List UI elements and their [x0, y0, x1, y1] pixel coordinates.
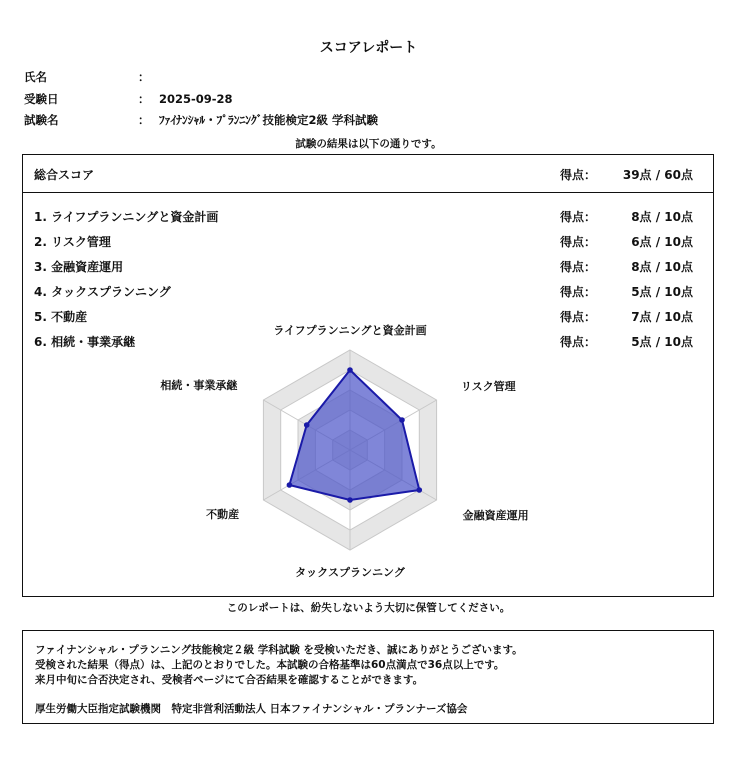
- info-value: 2025-09-28: [159, 92, 233, 106]
- page-title: スコアレポート: [319, 40, 418, 56]
- message-line: 来月中旬に合否決定され、受検者ページにて合否結果を確認することができます。: [35, 674, 424, 686]
- radar-chart: [23, 155, 713, 596]
- radar-axis-label: 相続・事業承継: [160, 379, 238, 392]
- radar-axis-label: リスク管理: [460, 380, 516, 393]
- radar-data-point: [417, 487, 423, 493]
- intro-text: 試験の結果は以下の通りです。: [295, 138, 442, 150]
- radar-data-point: [347, 367, 353, 373]
- category-name: 1. ライフプランニングと資金計画: [34, 210, 219, 224]
- radar-data-point: [347, 497, 353, 503]
- points-label: 得点：: [560, 168, 597, 182]
- total-score-value: 39点 / 60点: [622, 168, 693, 182]
- category-score: 8点 / 10点: [631, 260, 693, 274]
- category-name: 4. タックスプランニング: [34, 285, 171, 299]
- points-label: 得点：: [560, 210, 597, 224]
- message-line: ファイナンシャル・プランニング技能検定２級 学科試験 を受検いただき、誠にありがとうございます。: [35, 644, 523, 656]
- total-score-label: 総合スコア: [34, 168, 95, 182]
- info-label: 試験名: [24, 113, 59, 127]
- radar-data-point: [304, 422, 310, 428]
- points-label: 得点：: [560, 310, 597, 324]
- radar-axis-label: ライフプランニングと資金計画: [273, 324, 427, 337]
- info-label: 氏名: [24, 70, 47, 84]
- category-score: 5点 / 10点: [631, 335, 693, 349]
- radar-axis-label: 不動産: [206, 508, 240, 521]
- points-label: 得点：: [560, 235, 597, 249]
- radar-data-point: [399, 417, 405, 423]
- radar-axis-label: 金融資産運用: [462, 509, 529, 522]
- message-line: 厚生労働大臣指定試験機関 特定非営利活動法人 日本ファイナンシャル・プランナーズ協会: [35, 703, 468, 715]
- category-score: 5点 / 10点: [631, 285, 693, 299]
- info-colon: ：: [138, 113, 150, 127]
- points-label: 得点：: [560, 335, 597, 349]
- category-name: 3. 金融資産運用: [34, 260, 124, 274]
- score-box: [22, 154, 714, 597]
- message-line: 受検された結果（得点）は、上記のとおりでした。本試験の合格基準は60点満点で36点以上です。: [35, 659, 505, 671]
- category-name: 6. 相続・事業承継: [34, 335, 136, 349]
- info-colon: ：: [138, 70, 150, 84]
- note-text: このレポートは、紛失しないよう大切に保管してください。: [226, 602, 511, 614]
- info-value: ﾌｧｲﾅﾝｼｬﾙ・ﾌﾟﾗﾝﾆﾝｸﾞ技能検定2級 学科試験: [159, 113, 379, 127]
- category-score: 8点 / 10点: [631, 210, 693, 224]
- category-name: 5. 不動産: [34, 310, 88, 324]
- points-label: 得点：: [560, 285, 597, 299]
- info-label: 受験日: [24, 92, 59, 106]
- category-name: 2. リスク管理: [34, 235, 111, 249]
- message-box: [22, 630, 714, 724]
- info-colon: ：: [138, 92, 150, 106]
- radar-data-point: [287, 482, 293, 488]
- points-label: 得点：: [560, 260, 597, 274]
- category-score: 6点 / 10点: [631, 235, 693, 249]
- category-score: 7点 / 10点: [631, 310, 693, 324]
- radar-axis-label: タックスプランニング: [295, 566, 405, 579]
